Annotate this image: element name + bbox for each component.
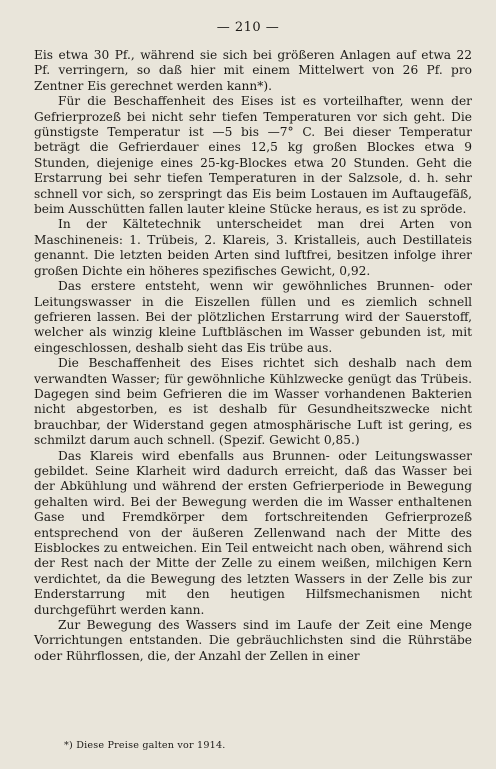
paragraph-water-quality: Die Beschaffenheit des Eises richtet sich deshalb nach dem verwandten Wasser; für gewöhnliche Kühlzwecke genügt das Trübeis. Dagegen sind beim Gefrieren die im Wasser vorhandenen Bakterien nicht abgestorben, es ist deshalb für Gesundheitszwecke nicht brauchbar, der Widerstand gegen atmosphärische Luft ist gering, es schmilzt darum auch schnell. (Spezif. Gewicht 0,85.) — [34, 356, 472, 448]
paragraph-cloudy-ice: Das erstere entsteht, wenn wir gewöhnliches Brunnen- oder Leitungswasser in die Eiszellen füllen und es ziemlich schnell gefrieren lassen. Bei der plötzlichen Erstarrung wird der Sauerstoff, welcher als winzig kleine Luftbläschen im Wasser gebunden ist, mit eingeschlossen, deshalb sieht das Eis trübe aus. — [34, 279, 472, 355]
paragraph-ice-quality: Für die Beschaffenheit des Eises ist es vorteilhafter, wenn der Gefrierprozeß bei nicht sehr tiefen Temperaturen vor sich geht. Die günstigste Temperatur ist —5 bis —7° C. Bei dieser Temperatur beträgt die Gefrierdauer eines 12,5 kg großen Blockes etwa 9 Stunden, diejenige eines 25-kg-Blockes etwa 20 Stunden. Geht die Erstarrung bei sehr tiefen Temperaturen in der Salzsole, d. h. sehr schnell vor sich, so zerspringt das Eis beim Lostauen im Auftaugefäß, beim Ausschütten fallen lauter kleine Stücke heraus, es ist zu spröde. — [34, 94, 472, 217]
paragraph-clear-ice: Das Klareis wird ebenfalls aus Brunnen- oder Leitungswasser gebildet. Seine Klarheit wird dadurch erreicht, daß das Wasser bei der Abkühlung und während der ersten Gefrierperiode in Bewegung gehalten wird. Bei der Bewegung werden die im Wasser enthaltenen Gase und Fremdkörper dem fortschreitenden Gefrierprozeß entsprechend von der äußeren Zellenwand nach der Mitte des Eisblockes zu entweichen. Ein Teil entweicht nach oben, während sich der Rest nach der Mitte der Zelle zu einem weißen, milchigen Kern verdichtet, da die Bewegung des letzten Wassers in der Zelle bis zur Enderstarrung mit den heutigen Hilfsmechanismen nicht durchgeführt werden kann. — [34, 448, 472, 617]
body-text — [34, 48, 472, 664]
paragraph-ice-types: In der Kältetechnik unterscheidet man drei Arten von Maschineneis: 1. Trübeis, 2. Klareis, 3. Kristalleis, auch Destillateis genannt. Die letzten beiden Arten sind luftfrei, besitzen infolge ihrer großen Dichte ein höheres spezifisches Gewicht, 0,92. — [34, 217, 472, 278]
paragraph-water-movement: Zur Bewegung des Wassers sind im Laufe der Zeit eine Menge Vorrichtungen entstanden. Die gebräuchlichsten sind die Rührstäbe oder Rührflossen, die, der Anzahl der Zellen in einer — [34, 618, 472, 663]
footnote: *) Diese Preise galten vor 1914. — [64, 740, 226, 751]
paragraph-continuation: Eis etwa 30 Pf., während sie sich bei größeren Anlagen auf etwa 22 Pf. verringern, so daß hier mit einem Mittelwert von 26 Pf. pro Zentner Eis gerechnet werden kann*). — [34, 48, 472, 93]
page-number: — 210 — — [216, 20, 280, 35]
